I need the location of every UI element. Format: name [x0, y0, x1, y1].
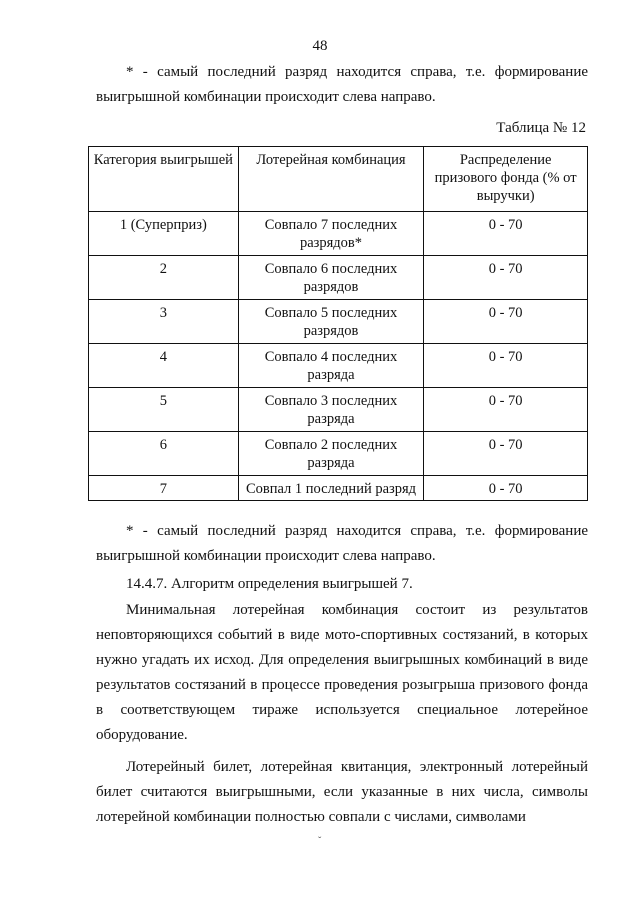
cell-distribution: 0 - 70	[424, 476, 588, 501]
cell-category: 7	[89, 476, 239, 501]
cell-distribution: 0 - 70	[424, 212, 588, 256]
cell-distribution: 0 - 70	[424, 300, 588, 344]
cell-distribution: 0 - 70	[424, 256, 588, 300]
cell-combination: Совпало 5 последних разрядов	[238, 300, 424, 344]
table-header-row	[89, 147, 588, 212]
header-combination: Лотерейная комбинация	[238, 147, 424, 212]
cell-distribution: 0 - 70	[424, 432, 588, 476]
cell-category: 5	[89, 388, 239, 432]
cell-combination: Совпало 4 последних разряда	[238, 344, 424, 388]
cell-category: 1 (Суперприз)	[89, 212, 239, 256]
footnote-bottom: * - самый последний разряд находится справа, т.е. формирование выигрышной комбинации происходит слева направо.	[96, 523, 588, 564]
table-row	[89, 300, 588, 344]
cell-combination: Совпало 7 последних разрядов*	[238, 212, 424, 256]
table-row	[89, 432, 588, 476]
cell-distribution: 0 - 70	[424, 388, 588, 432]
cell-combination: Совпало 2 последних разряда	[238, 432, 424, 476]
table-caption: Таблица № 12	[496, 120, 586, 136]
cell-combination: Совпал 1 последний разряд	[238, 476, 424, 501]
cell-combination: Совпало 3 последних разряда	[238, 388, 424, 432]
scan-mark: ˇ	[318, 836, 322, 847]
header-category: Категория выигрышей	[89, 147, 239, 212]
table-row	[89, 212, 588, 256]
table-row	[89, 476, 588, 501]
cell-combination: Совпало 6 последних разрядов	[238, 256, 424, 300]
cell-category: 6	[89, 432, 239, 476]
table-row	[89, 344, 588, 388]
paragraph-2: Лотерейный билет, лотерейная квитанция, электронный лотерейный билет считаются выигрышными, если указанные в них числа, символы лотерейной комбинации полностью совпали с числами, символами	[96, 759, 588, 825]
cell-category: 4	[89, 344, 239, 388]
cell-category: 3	[89, 300, 239, 344]
cell-distribution: 0 - 70	[424, 344, 588, 388]
table-row	[89, 256, 588, 300]
section-heading: 14.4.7. Алгоритм определения выигрышей 7.	[126, 576, 413, 592]
table-row	[89, 388, 588, 432]
cell-category: 2	[89, 256, 239, 300]
header-distribution: Распределение призового фонда (% от выручки)	[424, 147, 588, 212]
footnote-top: * - самый последний разряд находится справа, т.е. формирование выигрышной комбинации происходит слева направо.	[96, 64, 588, 105]
paragraph-1: Минимальная лотерейная комбинация состоит из результатов неповторяющихся событий в виде мото-спортивных состязаний, в которых нужно угадать их исход. Для определения выигрышных комбинаций в виде результатов состязаний в процессе проведения розыгрыша призового фонда в соответствующем тираже используется специальное лотерейное оборудование.	[96, 602, 588, 743]
page-number: 48	[312, 38, 328, 54]
prize-distribution-table	[88, 146, 588, 501]
